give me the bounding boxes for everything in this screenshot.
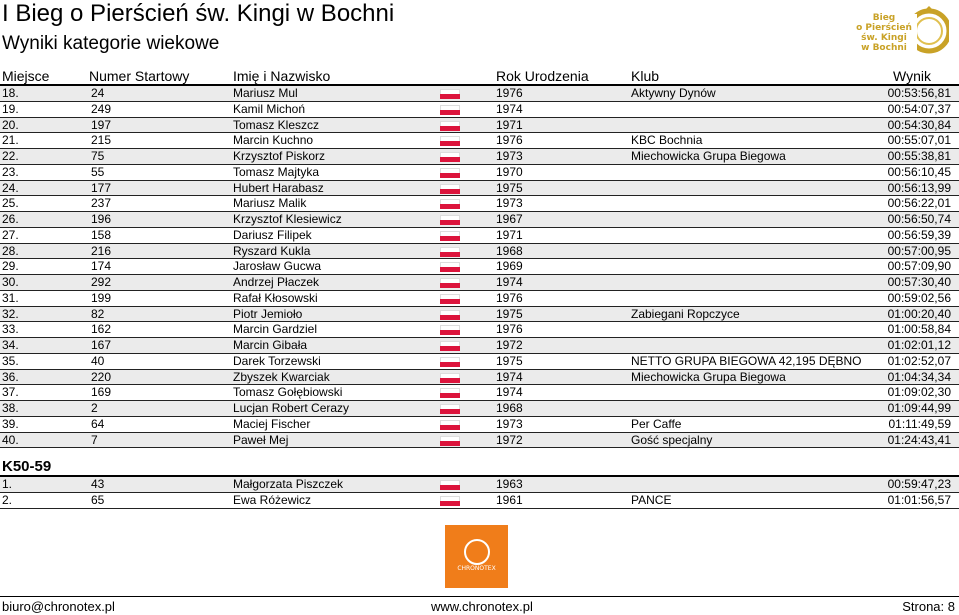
cell-name: Marcin Kuchno [233, 133, 314, 148]
cell-result: 00:56:50,74 [887, 212, 951, 226]
table-row [0, 228, 959, 244]
cell-result: 00:57:30,40 [887, 275, 951, 289]
cell-place: 24. [2, 180, 19, 195]
cell-year: 1961 [496, 492, 523, 507]
header-result: Wynik [893, 68, 931, 84]
badge-label: CHRONOTEX [457, 565, 496, 572]
cell-year: 1972 [496, 338, 523, 352]
cell-result: 01:04:34,34 [887, 369, 951, 384]
footer [0, 598, 959, 615]
cell-place: 40. [2, 432, 19, 447]
poland-flag-icon [440, 373, 460, 383]
table-row [0, 165, 959, 181]
cell-place: 29. [2, 259, 19, 274]
cell-place: 19. [2, 101, 19, 116]
cell-bib: 65 [91, 492, 105, 507]
cell-bib: 40 [91, 353, 105, 368]
poland-flag-icon [440, 310, 460, 320]
cell-name: Małgorzata Piszczek [233, 477, 344, 491]
cell-club: KBC Bochnia [631, 133, 703, 148]
table-header [0, 66, 959, 86]
cell-name: Darek Torzewski [233, 353, 321, 368]
table-row [0, 102, 959, 118]
cell-name: Marcin Gibała [233, 338, 308, 352]
cell-year: 1968 [496, 401, 523, 415]
event-logo [849, 4, 949, 62]
cell-bib: 292 [91, 275, 112, 289]
cell-result: 01:01:56,57 [887, 492, 951, 507]
table-row [0, 493, 959, 509]
cell-year: 1976 [496, 86, 523, 100]
cell-place: 26. [2, 212, 19, 226]
cell-result: 00:54:30,84 [887, 117, 951, 132]
cell-year: 1974 [496, 385, 523, 400]
cell-result: 00:57:00,95 [887, 243, 951, 258]
cell-year: 1974 [496, 101, 523, 116]
table-row [0, 338, 959, 354]
poland-flag-icon [440, 496, 460, 506]
cell-place: 37. [2, 385, 19, 400]
poland-flag-icon [440, 89, 460, 99]
cell-bib: 2 [91, 401, 98, 415]
table-row [0, 370, 959, 386]
poland-flag-icon [440, 357, 460, 367]
cell-club: Gość specjalny [631, 432, 713, 447]
cell-year: 1970 [496, 164, 523, 179]
header-year: Rok Urodzenia [496, 68, 589, 84]
cell-result: 00:56:10,45 [887, 164, 951, 179]
cell-bib: 216 [91, 243, 112, 258]
cell-name: Piotr Jemioło [233, 306, 303, 321]
cell-bib: 64 [91, 416, 105, 431]
cell-bib: 167 [91, 338, 112, 352]
cell-result: 00:55:38,81 [887, 149, 951, 163]
poland-flag-icon [440, 231, 460, 241]
cell-bib: 196 [91, 212, 112, 226]
table-row [0, 433, 959, 449]
cell-name: Jarosław Gucwa [233, 259, 322, 274]
cell-name: Maciej Fischer [233, 416, 311, 431]
cell-bib: 24 [91, 86, 105, 100]
cell-name: Zbyszek Kwarciak [233, 369, 330, 384]
poland-flag-icon [440, 168, 460, 178]
table-row [0, 275, 959, 291]
table-row [0, 86, 959, 102]
footer-divider [0, 596, 959, 597]
cell-bib: 162 [91, 322, 112, 337]
cell-year: 1976 [496, 133, 523, 148]
table-row [0, 477, 959, 493]
svg-text:o Pierścień: o Pierścień [856, 23, 912, 33]
cell-result: 00:53:56,81 [887, 86, 951, 100]
cell-result: 01:09:44,99 [887, 401, 951, 415]
cell-place: 32. [2, 306, 19, 321]
cell-year: 1973 [496, 196, 523, 211]
cell-place: 31. [2, 290, 19, 305]
poland-flag-icon [440, 480, 460, 490]
svg-text:św. Kingi: św. Kingi [861, 33, 907, 43]
table-row [0, 385, 959, 401]
cell-place: 27. [2, 227, 19, 242]
table-row [0, 291, 959, 307]
table-row [0, 212, 959, 228]
poland-flag-icon [440, 136, 460, 146]
cell-place: 21. [2, 133, 19, 148]
table-row [0, 417, 959, 433]
cell-place: 20. [2, 117, 19, 132]
cell-bib: 197 [91, 117, 112, 132]
cell-name: Ewa Różewicz [233, 492, 312, 507]
cell-year: 1976 [496, 322, 523, 337]
table-row [0, 181, 959, 197]
table-row [0, 307, 959, 323]
cell-bib: 158 [91, 227, 112, 242]
cell-place: 34. [2, 338, 19, 352]
cell-result: 01:02:01,12 [887, 338, 951, 352]
cell-year: 1971 [496, 227, 523, 242]
cell-year: 1973 [496, 149, 523, 163]
cell-result: 00:56:22,01 [887, 196, 951, 211]
cell-place: 36. [2, 369, 19, 384]
cell-name: Tomasz Kleszcz [233, 117, 320, 132]
cell-club: PANCE [631, 492, 672, 507]
cell-result: 01:09:02,30 [887, 385, 951, 400]
cell-name: Mariusz Mul [233, 86, 298, 100]
cell-name: Andrzej Płaczek [233, 275, 320, 289]
cell-club: Aktywny Dynów [631, 86, 716, 100]
footer-website[interactable]: www.chronotex.pl [431, 599, 533, 614]
poland-flag-icon [440, 278, 460, 288]
cell-place: 30. [2, 275, 19, 289]
cell-name: Lucjan Robert Cerazy [233, 401, 350, 415]
page-subtitle: Wyniki kategorie wiekowe [2, 33, 220, 54]
cell-bib: 43 [91, 477, 105, 491]
poland-flag-icon [440, 325, 460, 335]
cell-place: 38. [2, 401, 19, 415]
poland-flag-icon [440, 121, 460, 131]
cell-place: 28. [2, 243, 19, 258]
cell-year: 1974 [496, 369, 523, 384]
cell-year: 1971 [496, 117, 523, 132]
cell-bib: 169 [91, 385, 112, 400]
cell-name: Hubert Harabasz [233, 180, 324, 195]
cell-bib: 220 [91, 369, 112, 384]
svg-text:Bieg: Bieg [872, 13, 896, 23]
cell-year: 1967 [496, 212, 523, 226]
footer-page-number: Strona: 8 [902, 599, 955, 614]
footer-email[interactable]: biuro@chronotex.pl [2, 599, 115, 614]
chronotex-badge [445, 525, 508, 588]
cell-bib: 177 [91, 180, 112, 195]
cell-place: 23. [2, 164, 19, 179]
cell-place: 2. [2, 492, 13, 507]
table-row [0, 244, 959, 260]
cell-result: 01:02:52,07 [887, 353, 951, 368]
page-title: I Bieg o Pierścień św. Kingi w Bochni [2, 0, 395, 27]
table-row [0, 354, 959, 370]
poland-flag-icon [440, 184, 460, 194]
poland-flag-icon [440, 105, 460, 115]
cell-result: 01:24:43,41 [887, 432, 951, 447]
header-place: Miejsce [2, 68, 50, 84]
header-name: Imię i Nazwisko [233, 68, 331, 84]
cell-name: Rafał Kłosowski [233, 290, 318, 305]
table-row [0, 196, 959, 212]
cell-result: 00:59:02,56 [887, 290, 951, 305]
cell-result: 00:54:07,37 [887, 101, 951, 116]
table-row [0, 118, 959, 134]
cell-year: 1969 [496, 259, 523, 274]
cell-place: 25. [2, 196, 19, 211]
cell-place: 39. [2, 416, 19, 431]
table-row [0, 259, 959, 275]
cell-name: Dariusz Filipek [233, 227, 312, 242]
cell-place: 18. [2, 86, 19, 100]
cell-result: 01:11:49,59 [888, 416, 951, 431]
cell-name: Ryszard Kukla [233, 243, 311, 258]
cell-bib: 215 [91, 133, 112, 148]
cell-year: 1972 [496, 432, 523, 447]
table-row [0, 401, 959, 417]
poland-flag-icon [440, 152, 460, 162]
cell-club: NETTO GRUPA BIEGOWA 42,195 DĘBNO [631, 353, 862, 368]
cell-bib: 7 [91, 432, 98, 447]
cell-result: 00:56:59,39 [887, 227, 951, 242]
poland-flag-icon [440, 294, 460, 304]
cell-name: Kamil Michoń [233, 101, 306, 116]
cell-year: 1975 [496, 180, 523, 195]
category-heading: K50-59 [2, 458, 52, 475]
cell-club: Per Caffe [631, 416, 682, 431]
poland-flag-icon [440, 341, 460, 351]
poland-flag-icon [440, 199, 460, 209]
table-row [0, 322, 959, 338]
svg-text:w Bochni: w Bochni [861, 43, 907, 53]
cell-result: 00:55:07,01 [887, 133, 951, 148]
cell-name: Tomasz Gołębiowski [233, 385, 343, 400]
cell-name: Paweł Mej [233, 432, 289, 447]
poland-flag-icon [440, 262, 460, 272]
poland-flag-icon [440, 404, 460, 414]
poland-flag-icon [440, 247, 460, 257]
cell-bib: 82 [91, 306, 105, 321]
poland-flag-icon [440, 215, 460, 225]
cell-name: Krzysztof Klesiewicz [233, 212, 342, 226]
cell-year: 1975 [496, 353, 523, 368]
header-bib: Numer Startowy [89, 68, 190, 84]
cell-result: 01:00:20,40 [887, 306, 951, 321]
cell-name: Marcin Gardziel [233, 322, 318, 337]
category-results-table [0, 477, 959, 509]
table-row [0, 133, 959, 149]
cell-bib: 174 [91, 259, 112, 274]
poland-flag-icon [440, 388, 460, 398]
cell-club: Miechowicka Grupa Biegowa [631, 149, 786, 163]
cell-result: 00:57:09,90 [887, 259, 951, 274]
cell-bib: 55 [91, 164, 105, 179]
cell-club: Zabiegani Ropczyce [631, 306, 740, 321]
cell-result: 00:59:47,23 [887, 477, 951, 491]
header-club: Klub [631, 68, 660, 84]
poland-flag-icon [440, 436, 460, 446]
cell-place: 35. [2, 353, 19, 368]
cell-place: 22. [2, 149, 19, 163]
cell-year: 1974 [496, 275, 523, 289]
cell-bib: 75 [91, 149, 105, 163]
stopwatch-icon [464, 539, 490, 565]
cell-result: 01:00:58,84 [887, 322, 951, 337]
cell-year: 1975 [496, 306, 523, 321]
cell-name: Tomasz Majtyka [233, 164, 320, 179]
results-table [0, 86, 959, 448]
cell-year: 1963 [496, 477, 523, 491]
cell-place: 33. [2, 322, 19, 337]
cell-bib: 237 [91, 196, 112, 211]
cell-year: 1968 [496, 243, 523, 258]
table-row [0, 149, 959, 165]
cell-result: 00:56:13,99 [887, 180, 951, 195]
cell-name: Mariusz Malik [233, 196, 307, 211]
cell-bib: 249 [91, 101, 112, 116]
cell-year: 1973 [496, 416, 523, 431]
cell-bib: 199 [91, 290, 112, 305]
cell-name: Krzysztof Piskorz [233, 149, 326, 163]
poland-flag-icon [440, 420, 460, 430]
cell-year: 1976 [496, 290, 523, 305]
cell-club: Miechowicka Grupa Biegowa [631, 369, 786, 384]
cell-place: 1. [2, 477, 13, 491]
